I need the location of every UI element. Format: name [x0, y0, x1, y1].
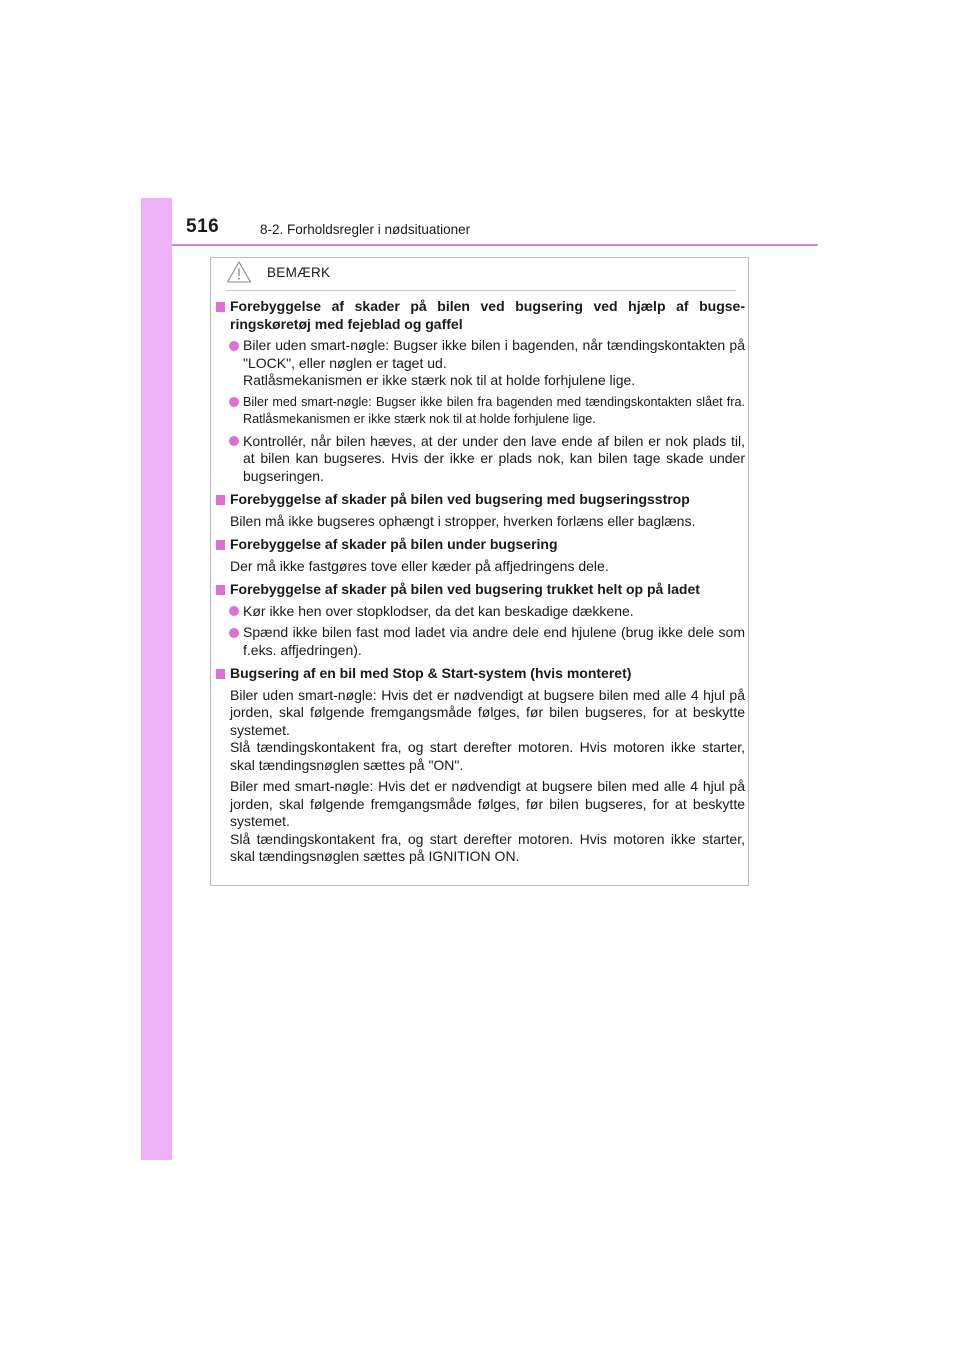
- section-paragraph: [216, 687, 745, 775]
- header-rule: [172, 244, 818, 246]
- list-item: [216, 433, 745, 486]
- section-heading: Forebyggelse af skader på bilen ved bugsering ved hjælp af bugseringskøretøj med fejeblad og gaffel: [216, 298, 745, 333]
- notice-header: [226, 258, 736, 291]
- paragraph-text: Slå tændingskontakent fra, og start derefter motoren. Hvis motoren ikke starter, skal tændingsnøglen sættes på "ON".: [230, 739, 745, 773]
- paragraph-text: Biler uden smart-nøgle: Hvis det er nødvendigt at bugsere bilen med alle 4 hjul på jorden, skal følgende fremgangsmåde følges, før bilen bugseres, for at beskytte systemet.: [230, 686, 745, 738]
- warning-triangle-icon: [226, 260, 252, 284]
- item-text: Kontrollér, når bilen hæves, at der under den lave ende af bilen er nok plads til, at bilen kan bugseres. Hvis der ikke er plads nok, kan bilen tage skade under bugseringen.: [243, 432, 745, 484]
- item-text: Ratlåsmekanismen er ikke stærk nok til at holde forhjulene lige.: [243, 372, 636, 388]
- notice-content: [216, 298, 745, 866]
- section-title: 8-2. Forholdsregler i nødsituationer: [260, 222, 471, 237]
- list-item: [216, 337, 745, 390]
- page-number: 516: [186, 216, 220, 237]
- notice-box: [210, 257, 749, 886]
- notice-label: BEMÆRK: [267, 265, 331, 280]
- section-text: Der må ikke fastgøres tove eller kæder på affjedringens dele.: [230, 557, 609, 574]
- section-heading: Forebyggelse af skader på bilen ved bugsering med bugseringsstrop: [216, 491, 745, 509]
- list-item: [216, 624, 745, 659]
- section-heading: Forebyggelse af skader på bilen under bugsering: [216, 536, 745, 554]
- list-item: [216, 394, 745, 429]
- paragraph-text: Slå tændingskontakent fra, og start derefter motoren. Hvis motoren ikke starter, skal tændingsnøglen sættes på IGNITION ON.: [230, 830, 745, 864]
- section-paragraph: [216, 778, 745, 866]
- item-text: Biler med smart-nøgle: Bugser ikke bilen fra bagenden med tændingskontakten slået fra. Ratlåsmekanismen er ikke stærk nok til at holde forhjulene lige.: [243, 394, 745, 426]
- section-heading: Forebyggelse af skader på bilen ved bugsering trukket helt op på ladet: [216, 581, 745, 599]
- section-heading: Bugsering af en bil med Stop & Start-system (hvis monteret): [216, 665, 745, 683]
- section-text: Bilen må ikke bugseres ophængt i stropper, hverken forlæns eller baglæns.: [230, 512, 696, 529]
- list-item: [216, 603, 745, 621]
- item-text: Biler uden smart-nøgle: Bugser ikke bilen i bagenden, når tændingskontakten på "LOCK", eller nøglen er taget ud.: [243, 337, 745, 371]
- item-text: Kør ikke hen over stopklodser, da det kan beskadige dækkene.: [243, 602, 634, 619]
- chapter-side-band: [141, 198, 172, 1160]
- item-text: Spænd ikke bilen fast mod ladet via andre dele end hjulene (brug ikke dele som f.eks. affjedringen).: [243, 624, 745, 658]
- paragraph-text: Biler med smart-nøgle: Hvis det er nødvendigt at bugsere bilen med alle 4 hjul på jorden, skal følgende fremgangsmåde følges, før bilen bugseres, for at beskytte systemet.: [230, 778, 745, 829]
